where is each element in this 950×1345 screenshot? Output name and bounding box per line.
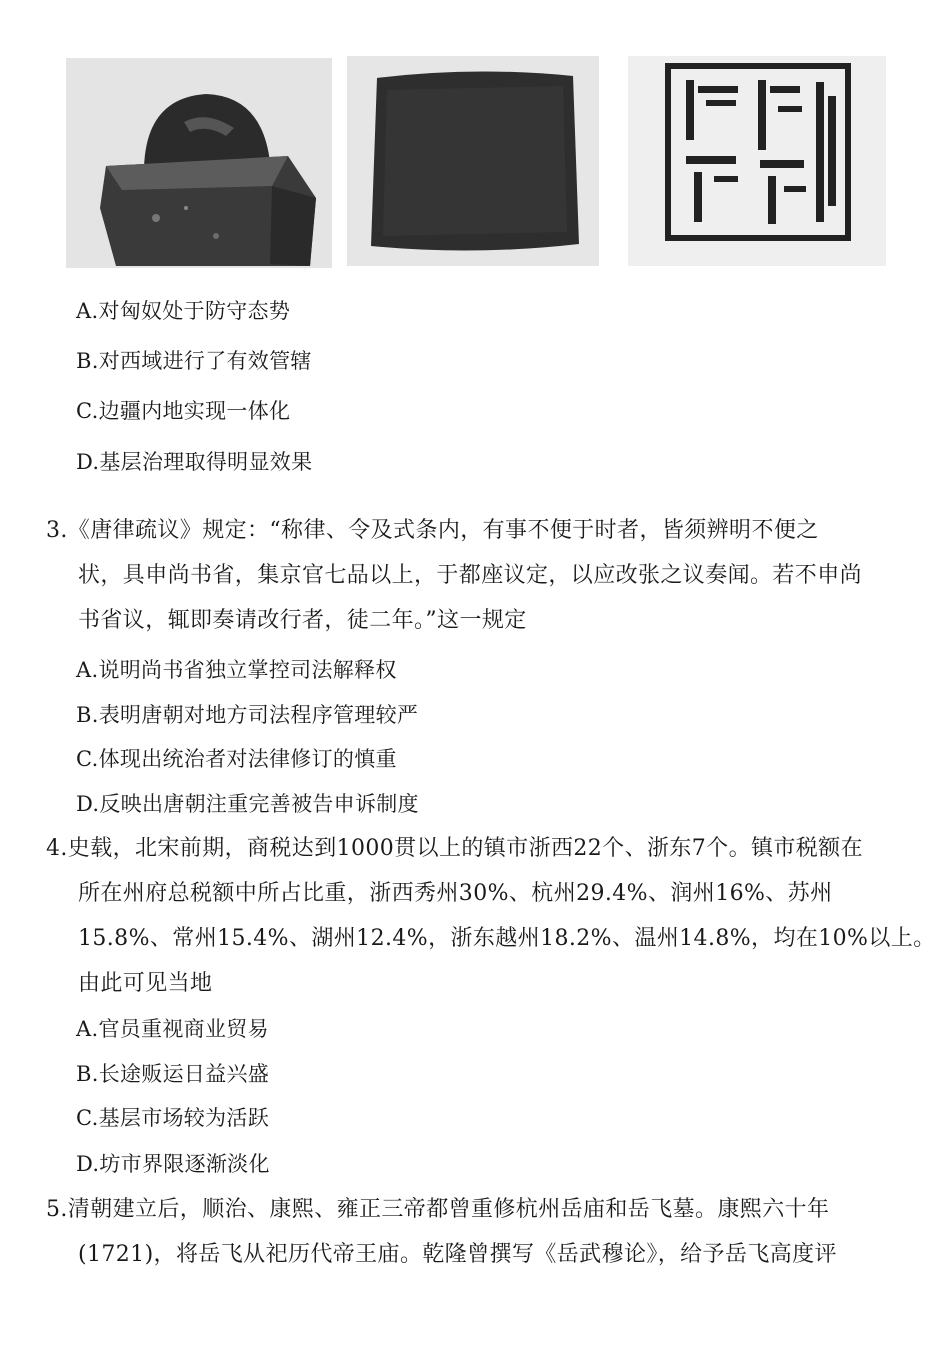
seal-photo-side-view xyxy=(66,58,332,268)
q2-option-d: D.基层治理取得明显效果 xyxy=(76,450,313,474)
q5-stem-line-1: 5.清朝建立后，顺治、康熙、雍正三帝都曾重修杭州岳庙和岳飞墓。康熙六十年 xyxy=(46,1197,830,1222)
q3-stem-line-3: 书省议，辄即奏请改行者，徒二年。”这一规定 xyxy=(78,608,527,633)
seal-imprint-image xyxy=(628,56,886,266)
question-4 xyxy=(46,826,936,1006)
seal-photo-bottom-view xyxy=(347,56,599,266)
q4-option-a: A.官员重视商业贸易 xyxy=(76,1017,269,1041)
q3-stem-line-2: 状，具申尚书省，集京官七品以上，于都座议定，以应改张之议奏闻。若不申尚 xyxy=(78,563,863,588)
q4-option-b: B.长途贩运日益兴盛 xyxy=(76,1062,270,1086)
q3-option-b: B.表明唐朝对地方司法程序管理较严 xyxy=(76,703,419,727)
q2-option-a: A.对匈奴处于防守态势 xyxy=(76,299,291,323)
seal-bottom-image xyxy=(347,56,599,266)
q4-option-c: C.基层市场较为活跃 xyxy=(76,1106,269,1130)
q2-option-b: B.对西域进行了有效管辖 xyxy=(76,349,312,373)
q4-stem-line-3: 15.8%、常州15.4%、湖州12.4%，浙东越州18.2%、温州14.8%，均在10%以上。 xyxy=(78,926,936,951)
q3-option-a: A.说明尚书省独立掌控司法解释权 xyxy=(76,658,397,682)
q4-stem-line-1: 4.史载，北宋前期，商税达到1000贯以上的镇市浙西22个、浙东7个。镇市税额在 xyxy=(46,836,863,861)
seal-photos xyxy=(66,56,886,268)
question-3 xyxy=(46,508,908,643)
q3-option-c: C.体现出统治者对法律修订的慎重 xyxy=(76,747,397,771)
q2-option-c: C.边疆内地实现一体化 xyxy=(76,399,291,423)
question-5 xyxy=(46,1187,908,1277)
q3-option-d: D.反映出唐朝注重完善被告申诉制度 xyxy=(76,792,419,816)
q5-stem-line-2: (1721)，将岳飞从祀历代帝王庙。乾隆曾撰写《岳武穆论》，给予岳飞高度评 xyxy=(78,1242,837,1267)
q4-stem-line-4: 由此可见当地 xyxy=(78,971,213,996)
q4-stem-line-2: 所在州府总税额中所占比重，浙西秀州30%、杭州29.4%、润州16%、苏州 xyxy=(78,881,833,906)
seal-side-image xyxy=(66,58,332,268)
q4-option-d: D.坊市界限逐渐淡化 xyxy=(76,1152,270,1176)
q3-stem-line-1: 3.《唐律疏议》规定：“称律、令及式条内，有事不便于时者，皆须辨明不便之 xyxy=(46,518,819,543)
seal-imprint-photo xyxy=(628,56,886,266)
